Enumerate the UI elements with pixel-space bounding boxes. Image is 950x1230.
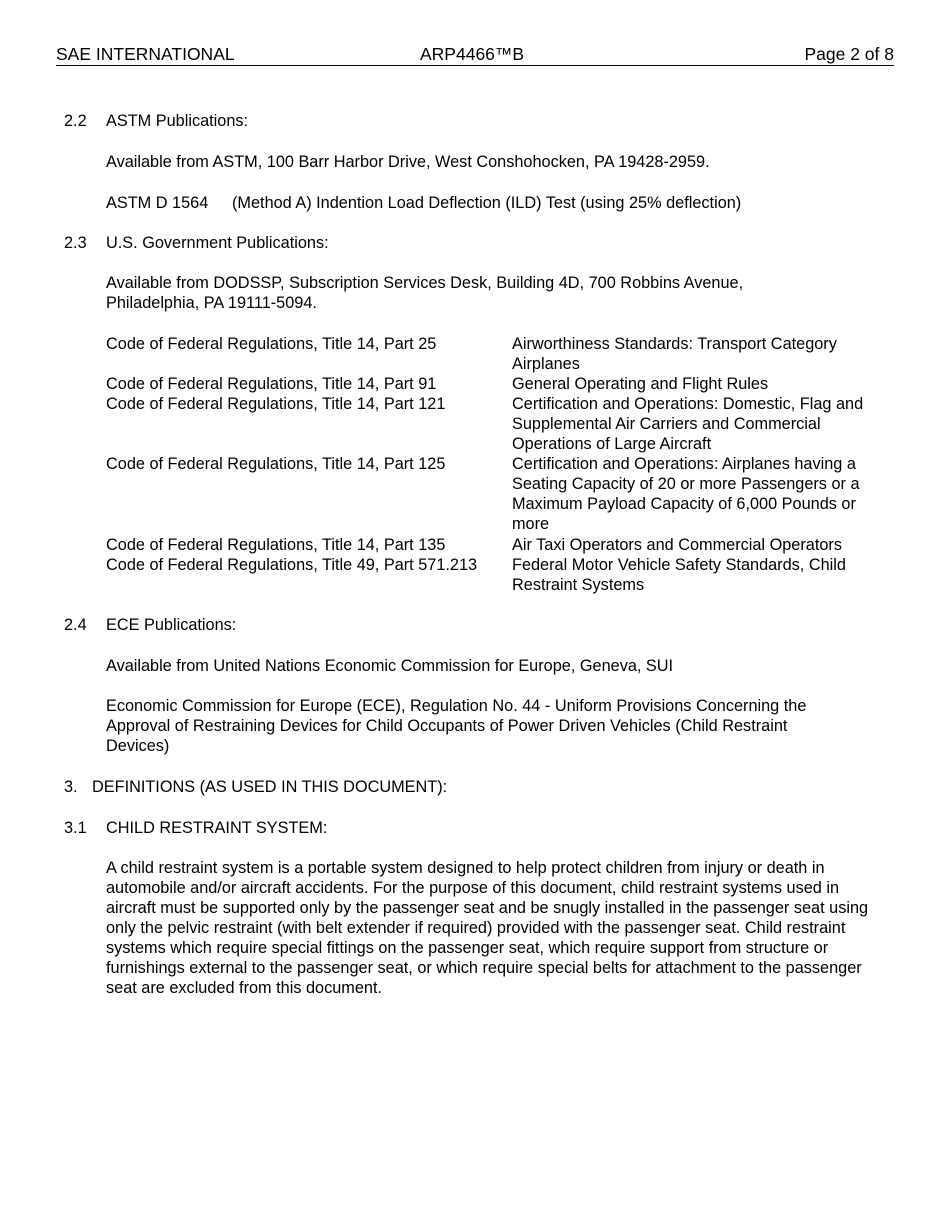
- standard-title: (Method A) Indention Load Deflection (ILD) Test (using 25% deflection): [232, 194, 742, 212]
- section-number: 3.1: [64, 819, 87, 837]
- regulation-ref: Code of Federal Regulations, Title 14, Part 25: [106, 335, 437, 353]
- header-doc-id: ARP4466™B: [420, 44, 525, 64]
- regulation-title: Air Taxi Operators and Commercial Operators: [512, 536, 842, 554]
- regulation-ref: Code of Federal Regulations, Title 14, Part 125: [106, 455, 446, 473]
- section-number: 2.4: [64, 616, 87, 634]
- section-number: 3.: [64, 778, 78, 796]
- regulation-text: Economic Commission for Europe (ECE), Regulation No. 44 - Uniform Provisions Concerning the Approval of Restraining Devices for Child Occupants of Power Driven Vehicles (Child Restraint Devices): [106, 697, 807, 755]
- section-title: ASTM Publications:: [106, 112, 249, 130]
- section-title: DEFINITIONS (AS USED IN THIS DOCUMENT):: [92, 778, 448, 796]
- regulation-ref: Code of Federal Regulations, Title 49, Part 571.213: [106, 556, 478, 574]
- availability-text: Available from DODSSP, Subscription Services Desk, Building 4D, 700 Robbins Avenue, Philadelphia, PA 19111-5094.: [106, 274, 744, 312]
- availability-text: Available from United Nations Economic Commission for Europe, Geneva, SUI: [106, 657, 674, 675]
- section-number: 2.2: [64, 112, 87, 130]
- section-title: CHILD RESTRAINT SYSTEM:: [106, 819, 328, 837]
- standard-code: ASTM D 1564: [106, 194, 209, 212]
- regulation-ref: Code of Federal Regulations, Title 14, Part 91: [106, 375, 437, 393]
- availability-text: Available from ASTM, 100 Barr Harbor Drive, West Conshohocken, PA 19428-2959.: [106, 153, 710, 171]
- regulation-ref: Code of Federal Regulations, Title 14, Part 135: [106, 536, 446, 554]
- header-page-number: Page 2 of 8: [804, 44, 894, 64]
- regulation-ref: Code of Federal Regulations, Title 14, Part 121: [106, 395, 446, 413]
- regulation-title: General Operating and Flight Rules: [512, 375, 769, 393]
- section-title: U.S. Government Publications:: [106, 234, 329, 252]
- regulation-title: Certification and Operations: Domestic, Flag and Supplemental Air Carriers and Commercial Operations of Large Aircraft: [512, 395, 864, 453]
- regulation-title: Airworthiness Standards: Transport Category Airplanes: [512, 335, 837, 373]
- regulation-title: Federal Motor Vehicle Safety Standards, Child Restraint Systems: [512, 556, 846, 594]
- regulation-title: Certification and Operations: Airplanes having a Seating Capacity of 20 or more Passengers or a Maximum Payload Capacity of 6,000 Pounds or more: [512, 455, 860, 533]
- definition-paragraph: A child restraint system is a portable system designed to help protect children from injury or death in automobile and/or aircraft accidents. For the purpose of this document, child restraint systems used in aircraft must be supported only by the passenger seat and be snugly installed in the passenger seat using only the pelvic restraint (with belt extender if required) provided with the passenger seat. Child restraint systems which require special fittings on the passenger seat, which require support from structure or furnishings external to the passenger seat, or which require special belts for attachment to the passenger seat are excluded from this document.: [106, 859, 869, 997]
- section-number: 2.3: [64, 234, 87, 252]
- page-header: [56, 44, 894, 66]
- header-org: SAE INTERNATIONAL: [56, 44, 235, 64]
- section-title: ECE Publications:: [106, 616, 237, 634]
